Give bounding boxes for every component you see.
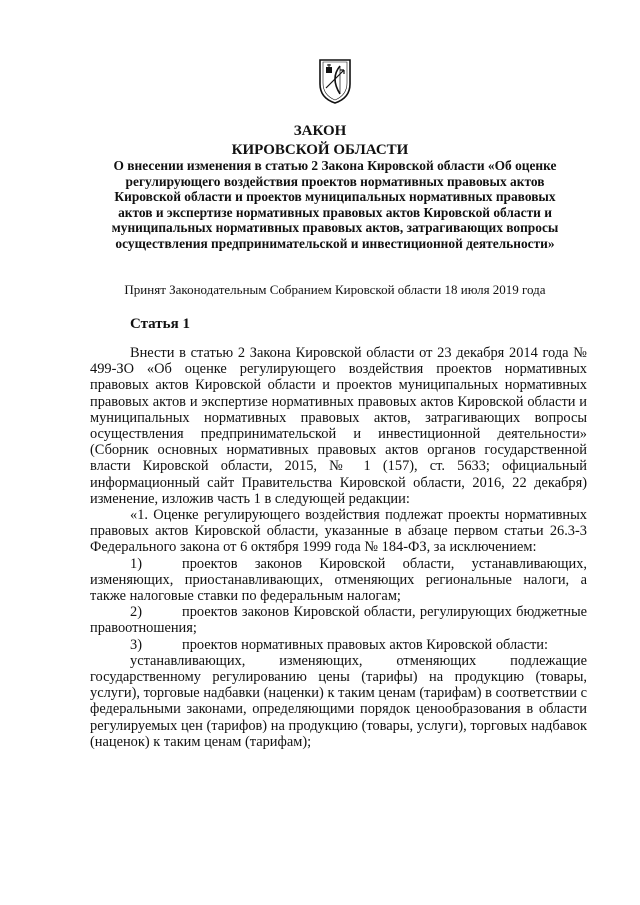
coat-of-arms-icon xyxy=(318,58,352,104)
article-quote: «1. Оценке регулирующего воздействия подлежат проекты нормативных правовых актов Кировской области, указанные в абзаце первом статьи 26.3-3 Федерального закона от 6 октября 1999 года № 184-ФЗ, за исключением: xyxy=(90,507,587,556)
law-title-line2: КИРОВСКОЙ ОБЛАСТИ xyxy=(231,142,409,158)
list-item-number: 3) xyxy=(130,636,142,653)
law-title-line1: ЗАКОН xyxy=(293,123,347,139)
adoption-note: Принят Законодательным Собранием Кировской области 18 июля 2019 года xyxy=(124,282,546,297)
list-item xyxy=(90,637,587,653)
article-heading: Статья 1 xyxy=(130,316,190,332)
sub-item: устанавливающих, изменяющих, отменяющих подлежащие государственному регулированию цены (тарифы) на продукцию (товары, услуги), торговые надбавки (наценки) к таким ценам (тарифам) в соответствии с федеральными законами, определяющими порядок ценообразования в области регулируемых цен (тарифов) на продукцию (товары, услуги), торговых надбавок (наценок) к таким ценам (тарифам); xyxy=(90,652,587,750)
list-item-text: проектов законов Кировской области, устанавливающих, изменяющих, приостанавливающих, отменяющих региональные налоги, а также налоговые ставки по федеральным налогам; xyxy=(90,555,587,605)
list-item-number: 2) xyxy=(130,604,142,621)
list-item xyxy=(90,556,587,605)
list-item-text: проектов нормативных правовых актов Кировской области: xyxy=(182,636,548,653)
law-subtitle: О внесении изменения в статью 2 Закона Кировской области «Об оценке регулирующего воздействия проектов нормативных правовых актов Кировской области и проектов муниципальных нормативных правовых актов и экспертизе нормативных правовых актов Кировской области и муниципальных нормативных правовых актов, затрагивающих вопросы осуществления предпринимательской и инвестиционной деятельности» xyxy=(111,158,559,251)
list-item-text: проектов законов Кировской области, регулирующих бюджетные правоотношения; xyxy=(90,604,587,637)
list-item xyxy=(90,604,587,636)
article-body xyxy=(90,345,587,750)
article-intro: Внести в статью 2 Закона Кировской области от 23 декабря 2014 года № 499-ЗО «Об оценке регулирующего воздействия проектов нормативных правовых актов Кировской области и проектов муниципальных нормативных правовых актов и экспертизе нормативных правовых актов Кировской области и муниципальных нормативных правовых актов, затрагивающих вопросы осуществления предпринимательской и инвестиционной деятельности» (Сборник основных нормативных правовых актов органов государственной власти Кировской области, 2015, № 1 (157), ст. 5633; официальный информационный сайт Правительства Кировской области, 2016, 22 декабря) изменение, изложив часть 1 в следующей редакции: xyxy=(90,345,587,507)
list-item-number: 1) xyxy=(130,555,142,572)
